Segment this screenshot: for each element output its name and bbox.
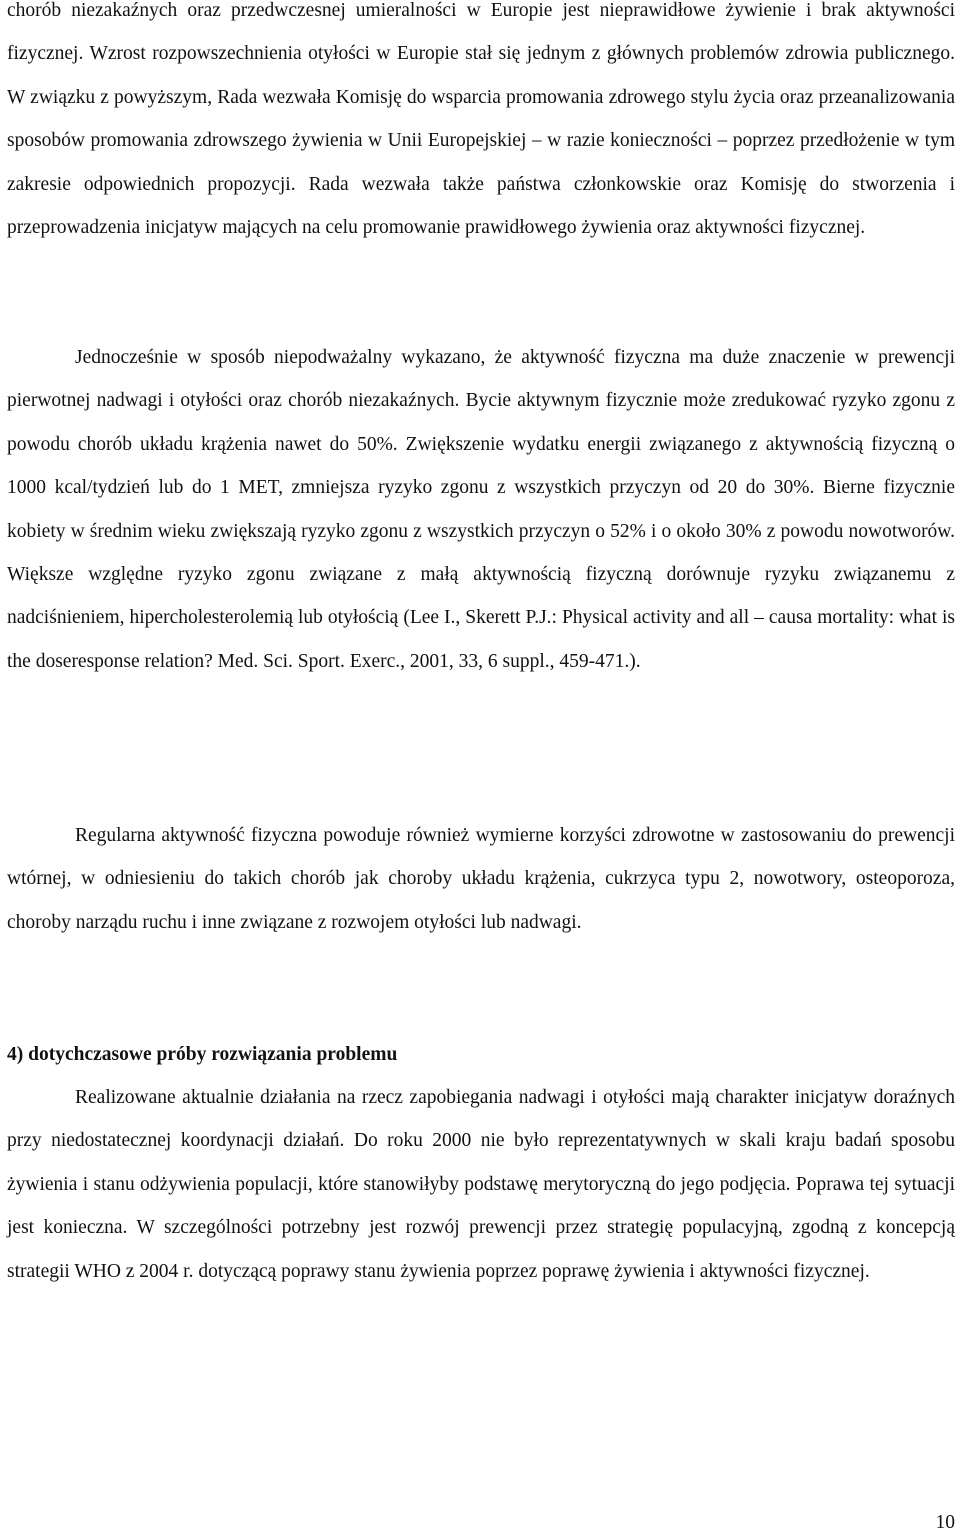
paragraph-secondary-prevention: Regularna aktywność fizyczna powoduje również wymierne korzyści zdrowotne w zastosowaniu do prewencji wtórnej, w odniesieniu do takich chorób jak choroby układu krążenia, cukrzyca typu 2, nowotwory, osteoporoza, choroby narządu ruchu i inne związane z rozwojem otyłości lub nadwagi. [7,825,955,933]
page-number: 10 [935,1512,955,1533]
paragraph-obesity-europe: chorób niezakaźnych oraz przedwczesnej umieralności w Europie jest nieprawidłowe żywienie i brak aktywności fizycznej. Wzrost rozpowszechnienia otyłości w Europie stał się jednym z głównych problemów zdrowia publicznego. W związku z powyższym, Rada wezwała Komisję do wsparcia promowania zdrowego stylu życia oraz przeanalizowania sposobów promowania zdrowszego żywienia w Unii Europejskiej ⎯ w razie konieczności ⎯ poprzez przedłożenie w tym zakresie odpowiednich propozycji. Rada wezwała także państwa członkowskie oraz Komisję do stworzenia i przeprowadzenia inicjatyw mających na celu promowanie prawidłowego żywienia oraz aktywności fizycznej. [7,0,955,239]
paragraph-physical-activity-risk: Jednocześnie w sposób niepodważalny wykazano, że aktywność fizyczna ma duże znaczenie w prewencji pierwotnej nadwagi i otyłości oraz chorób niezakaźnych. Bycie aktywnym fizycznie może zredukować ryzyko zgonu z powodu chorób układu krążenia nawet do 50%. Zwiększenie wydatku energii związanego z aktywnością fizyczną o 1000 kcal/tydzień lub do 1 MET, zmniejsza ryzyko zgonu z wszystkich przyczyn od 20 do 30%. Bierne fizycznie kobiety w średnim wieku zwiększają ryzyko zgonu z wszystkich przyczyn o 52% i o około 30% z powodu nowotworów. Większe względne ryzyko zgonu związane z małą aktywnością fizyczną dorównuje ryzyku związanemu z nadciśnieniem, hipercholesterolemią lub otyłością (Lee I., Skerett P.J.: Physical activity and all – causa mortality: what is the doseresponse relation? Med. Sci. Sport. Exerc., 2001, 33, 6 suppl., 459-471.). [7,347,955,672]
paragraph-current-actions: Realizowane aktualnie działania na rzecz zapobiegania nadwagi i otyłości mają charakter inicjatyw doraźnych przy niedostatecznej koordynacji działań. Do roku 2000 nie było reprezentatywnych w skali kraju badań sposobu żywienia i stanu odżywienia populacji, które stanowiłyby podstawę merytoryczną do jego podjęcia. Poprawa tej sytuacji jest konieczna. W szczególności potrzebny jest rozwój prewencji przez strategię populacyjną, zgodną z koncepcją strategii WHO z 2004 r. dotyczącą poprawy stanu żywienia poprzez poprawę żywienia i aktywności fizycznej. [7,1087,955,1282]
section-heading: 4) dotychczasowe próby rozwiązania problemu [7,1044,398,1065]
